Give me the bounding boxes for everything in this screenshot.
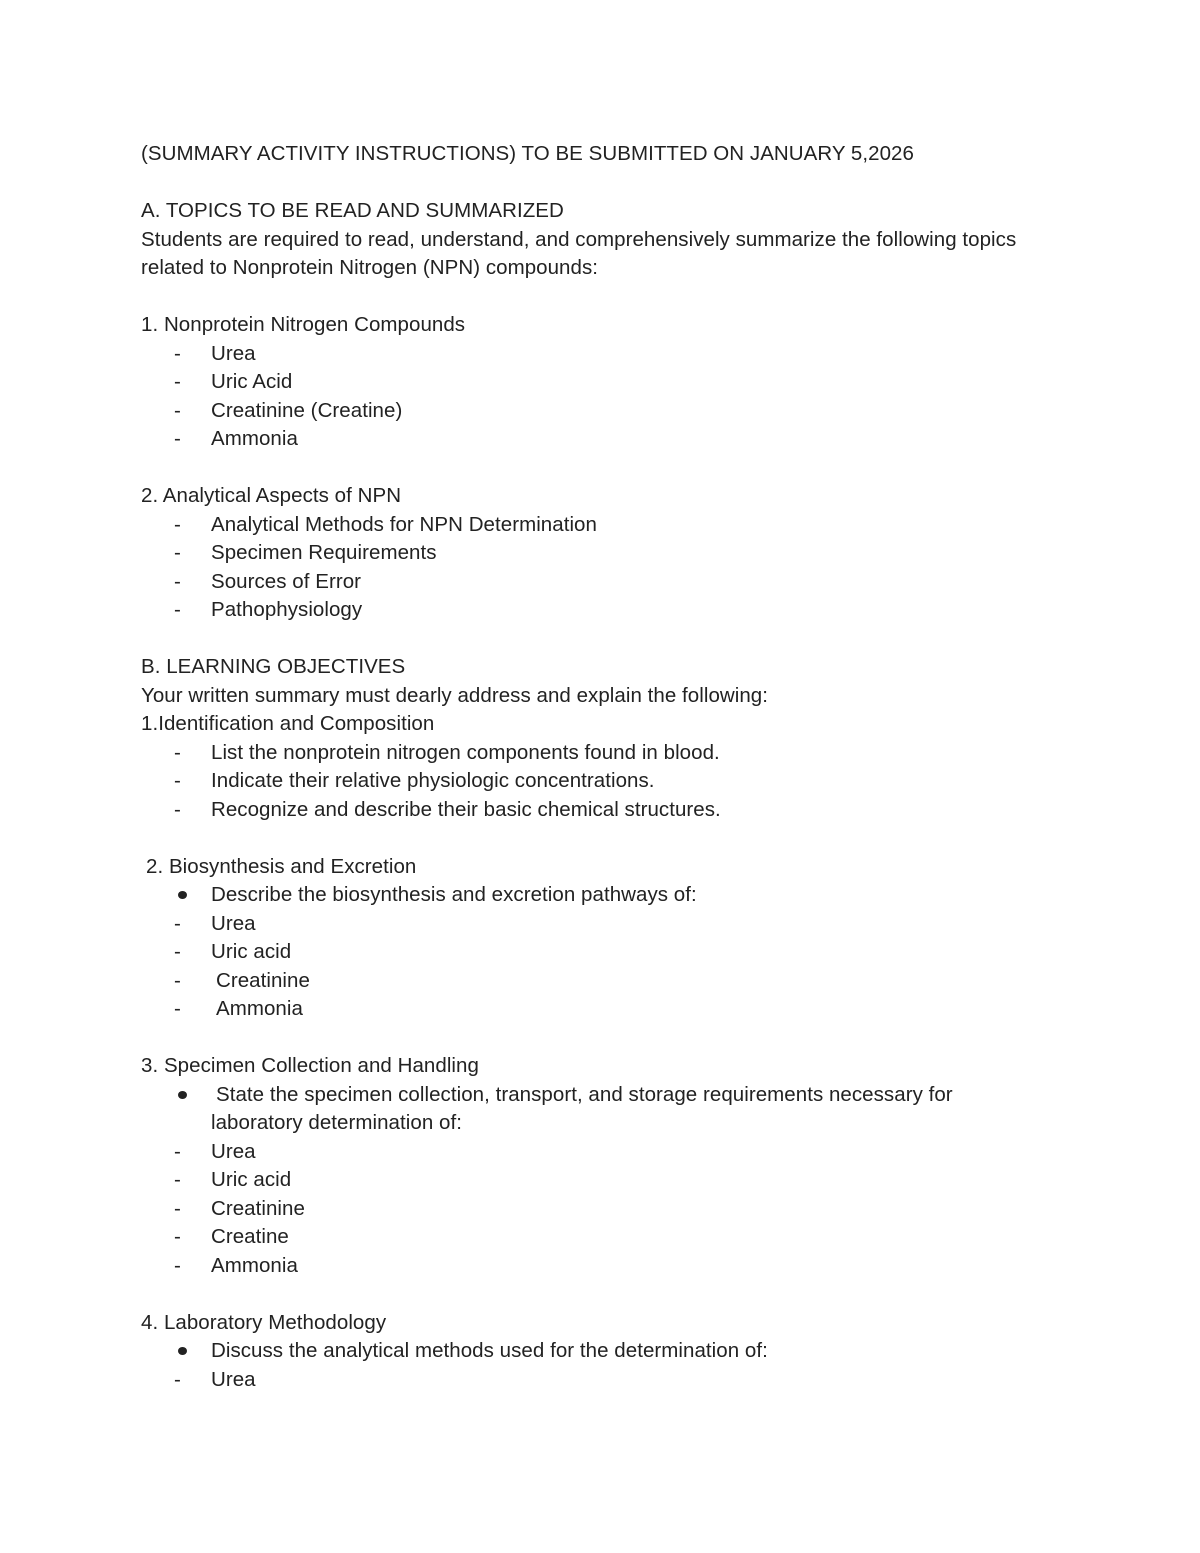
list-item: - Recognize and describe their basic chemical structures. [141, 796, 1101, 825]
section-a-heading: A. TOPICS TO BE READ AND SUMMARIZED [141, 199, 564, 222]
bullet-dot-icon [178, 1347, 187, 1355]
list-item: - Creatinine (Creatine) [141, 397, 1101, 426]
list-item: - Ammonia [141, 1252, 1101, 1281]
dash-marker: - [174, 398, 181, 422]
dash-marker: - [174, 1367, 181, 1391]
list-item: - Creatinine [141, 1195, 1101, 1224]
dash-marker: - [174, 569, 181, 593]
bullet-item: Describe the biosynthesis and excretion pathways of: [141, 881, 1101, 910]
list-item: - Ammonia [141, 995, 1101, 1024]
dash-marker: - [174, 427, 181, 450]
list-item: - Analytical Methods for NPN Determination [141, 511, 1101, 540]
objective-2-title: 2. Biosynthesis and Excretion [146, 854, 417, 878]
bullet-item: Discuss the analytical methods used for the determination of: [141, 1337, 1101, 1366]
topic-1-title: 1. Nonprotein Nitrogen Compounds [141, 313, 466, 336]
dash-marker: - [174, 512, 181, 536]
topic-2-title: 2. Analytical Aspects of NPN [141, 484, 402, 507]
objective-3-title: 3. Specimen Collection and Handling [141, 1054, 479, 1077]
dash-marker: - [174, 541, 181, 564]
section-a-intro-line-1: Students are required to read, understand, and comprehensively summarize the following topics [141, 227, 1017, 251]
list-item: - Ammonia [141, 425, 1101, 454]
list-item: - Specimen Requirements [141, 539, 1101, 568]
dash-marker: - [174, 1168, 181, 1191]
dash-marker: - [174, 940, 181, 963]
objective-4-title: 4. Laboratory Methodology [141, 1310, 387, 1334]
section-b-heading: B. LEARNING OBJECTIVES [141, 655, 406, 678]
section-b-intro: Your written summary must dearly address and explain the following: [141, 683, 769, 707]
dash-marker: - [174, 968, 181, 992]
dash-marker: - [174, 769, 181, 792]
dash-marker: - [174, 1196, 181, 1220]
bullet-item-continuation: laboratory determination of: [211, 1111, 462, 1134]
list-item: - List the nonprotein nitrogen components found in blood. [141, 739, 1101, 768]
section-a-intro-line-2: related to Nonprotein Nitrogen (NPN) compounds: [141, 256, 598, 279]
list-item: - Creatine [141, 1223, 1101, 1252]
list-item: - Creatinine [141, 967, 1101, 996]
dash-marker: - [174, 911, 181, 935]
dash-marker: - [174, 598, 181, 621]
list-item: - Uric acid [141, 938, 1101, 967]
document-title: (SUMMARY ACTIVITY INSTRUCTIONS) TO BE SUBMITTED ON JANUARY 5,2026 [141, 142, 914, 165]
objective-1-title: 1.Identification and Composition [141, 712, 435, 735]
document-body [141, 140, 1101, 1394]
list-item: - Urea [141, 340, 1101, 369]
dash-marker: - [174, 341, 181, 365]
dash-marker: - [174, 1139, 181, 1163]
dash-marker: - [174, 997, 181, 1020]
dash-marker: - [174, 370, 181, 393]
dash-marker: - [174, 740, 181, 764]
bullet-dot-icon [178, 891, 187, 899]
list-item: - Uric acid [141, 1166, 1101, 1195]
dash-marker: - [174, 797, 181, 821]
dash-marker: - [174, 1225, 181, 1248]
list-item: - Urea [141, 910, 1101, 939]
bullet-item: State the specimen collection, transport, and storage requirements necessary for [141, 1081, 1101, 1110]
dash-marker: - [174, 1253, 181, 1277]
list-item: - Indicate their relative physiologic concentrations. [141, 767, 1101, 796]
list-item: - Pathophysiology [141, 596, 1101, 625]
list-item: - Uric Acid [141, 368, 1101, 397]
list-item: - Urea [141, 1366, 1101, 1395]
list-item: - Sources of Error [141, 568, 1101, 597]
list-item: - Urea [141, 1138, 1101, 1167]
bullet-dot-icon [178, 1091, 187, 1099]
